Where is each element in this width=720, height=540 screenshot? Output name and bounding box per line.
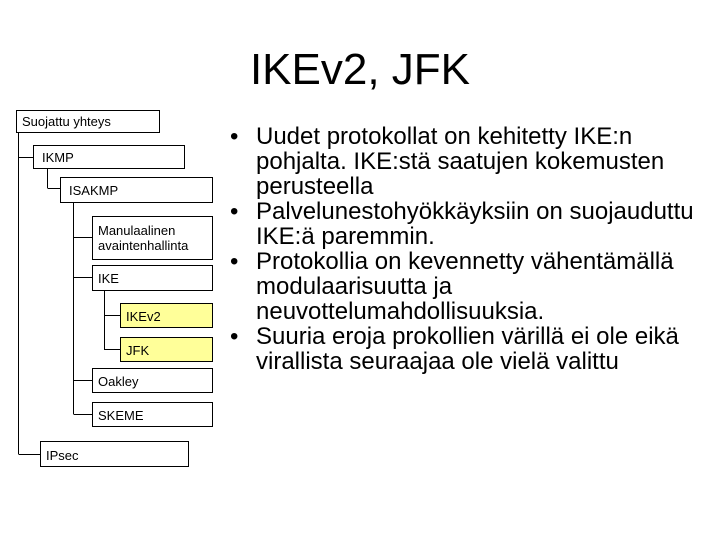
node-jfk: JFK: [120, 337, 213, 362]
bullet-item: • Uudet protokollat on kehitetty IKE:n pohjalta. IKE:stä saatujen kokemusten perusteella: [228, 124, 708, 199]
bullet-item: • Suuria eroja prokollien värillä ei ole eikä virallista seuraajaa ole vielä valittu: [228, 324, 708, 374]
slide-title: IKEv2, JFK: [249, 45, 471, 94]
hierarchy-diagram: [0, 0, 220, 540]
node-ike: IKE: [92, 265, 213, 291]
node-ikmp: IKMP: [33, 145, 185, 169]
node-suojattu-yhteys: Suojattu yhteys: [16, 110, 160, 133]
node-skeme: SKEME: [92, 402, 213, 427]
node-oakley: Oakley: [92, 368, 213, 393]
node-ikev2: IKEv2: [120, 303, 213, 328]
bullet-list: [228, 124, 708, 374]
node-ipsec: IPsec: [40, 441, 189, 467]
node-isakmp: ISAKMP: [60, 177, 213, 203]
node-manual-key-management: Manulaalinen avaintenhallinta: [92, 216, 213, 260]
bullet-item: • Palvelunestohyökkäyksiin on suojauduttu IKE:ä paremmin.: [228, 199, 708, 249]
bullet-item: • Protokollia on kevennetty vähentämällä modulaarisuutta ja neuvottelumahdollisuuksia.: [228, 249, 708, 324]
